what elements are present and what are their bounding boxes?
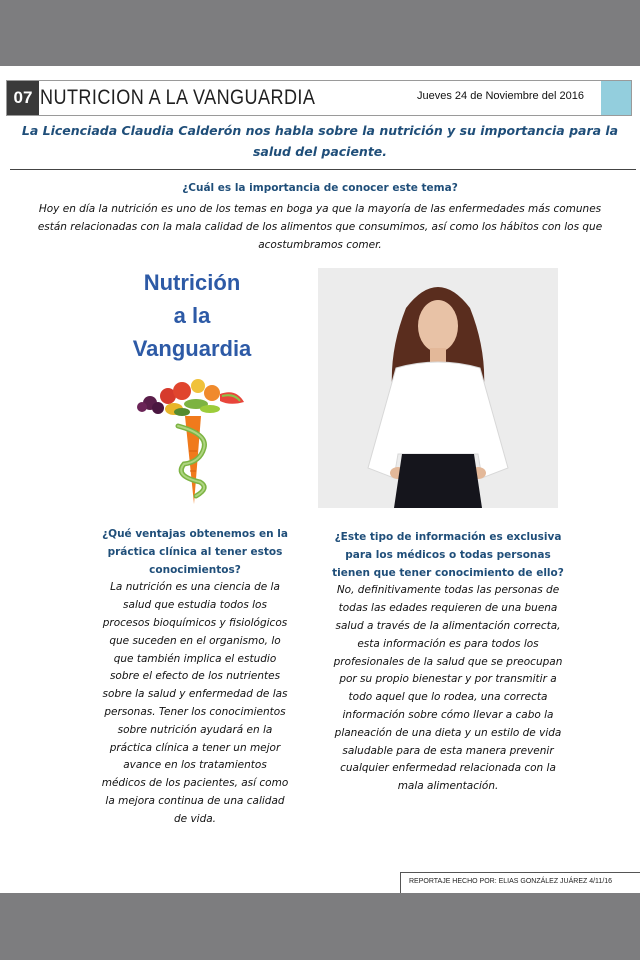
page-header: [6, 80, 632, 116]
credit-text: REPORTAJE HECHO POR: ELIAS GONZÁLEZ JUÁREZ 4/11/16: [409, 878, 613, 885]
left-answer: La nutrición es una ciencia de la salud que estudia todos los procesos bioquímicos y fisiológicos que suceden en el organismo, lo que también implica el estudio sobre el efecto de los nutrientes sobre la salud y enfermedad de las personas. Tener los conocimientos sobre nutrición ayudará en la práctica clínica a tener un mejor avance en los tratamientos médicos de los pacientes, así como la mejora continua de una calidad de vida.: [101, 581, 289, 825]
right-question: ¿Este tipo de información es exclusiva para los médicos o todas personas tienen que tener conocimiento de ello?: [332, 531, 564, 579]
portrait-photo: [318, 268, 558, 508]
logo-line-1: Nutrición: [143, 270, 241, 295]
credit-footer: [400, 872, 640, 893]
nutrition-logo: [112, 266, 272, 511]
magazine-page: [0, 66, 640, 893]
intro-question: ¿Cuál es la importancia de conocer este tema?: [182, 182, 458, 194]
publication-date: Jueves 24 de Noviembre del 2016: [417, 90, 584, 102]
right-answer: No, definitivamente todas las personas de todas las edades requieren de una buena salud a través de la alimentación correcta, esta información es para todos los profesionales de la salud que se preocupan por su propio bienestar y por transmitir a todo aquel que lo rodea, una correcta información sobre cómo llevar a cabo la planeación de una dieta y un estilo de vida saludable para de esta manera prevenir cualquier enfermedad relacionada con la mala alimentación.: [333, 584, 563, 793]
left-question: ¿Qué ventajas obtenemos en la práctica clínica al tener estos conocimientos?: [102, 528, 288, 576]
issue-number: 07: [7, 81, 39, 115]
header-accent-box: [601, 81, 631, 115]
logo-line-3: Vanguardia: [132, 336, 252, 361]
carrot-caduceus-icon: [112, 266, 272, 511]
left-column: [100, 526, 290, 829]
right-column: [330, 529, 566, 796]
article-subtitle: La Licenciada Claudia Calderón nos habla sobre la nutrición y su importancia para la salud del paciente.: [21, 123, 619, 159]
logo-line-2: a la: [173, 303, 211, 328]
header-divider: [10, 169, 636, 170]
section-title: NUTRICION A LA VANGUARDIA: [40, 86, 316, 109]
woman-portrait-icon: [318, 268, 558, 508]
intro-answer: Hoy en día la nutrición es uno de los temas en boga ya que la mayoría de las enfermedades más comunes están relacionadas con la mala calidad de los alimentos que consumimos, así como los hábitos con los que acostumbramos comer.: [37, 203, 603, 251]
